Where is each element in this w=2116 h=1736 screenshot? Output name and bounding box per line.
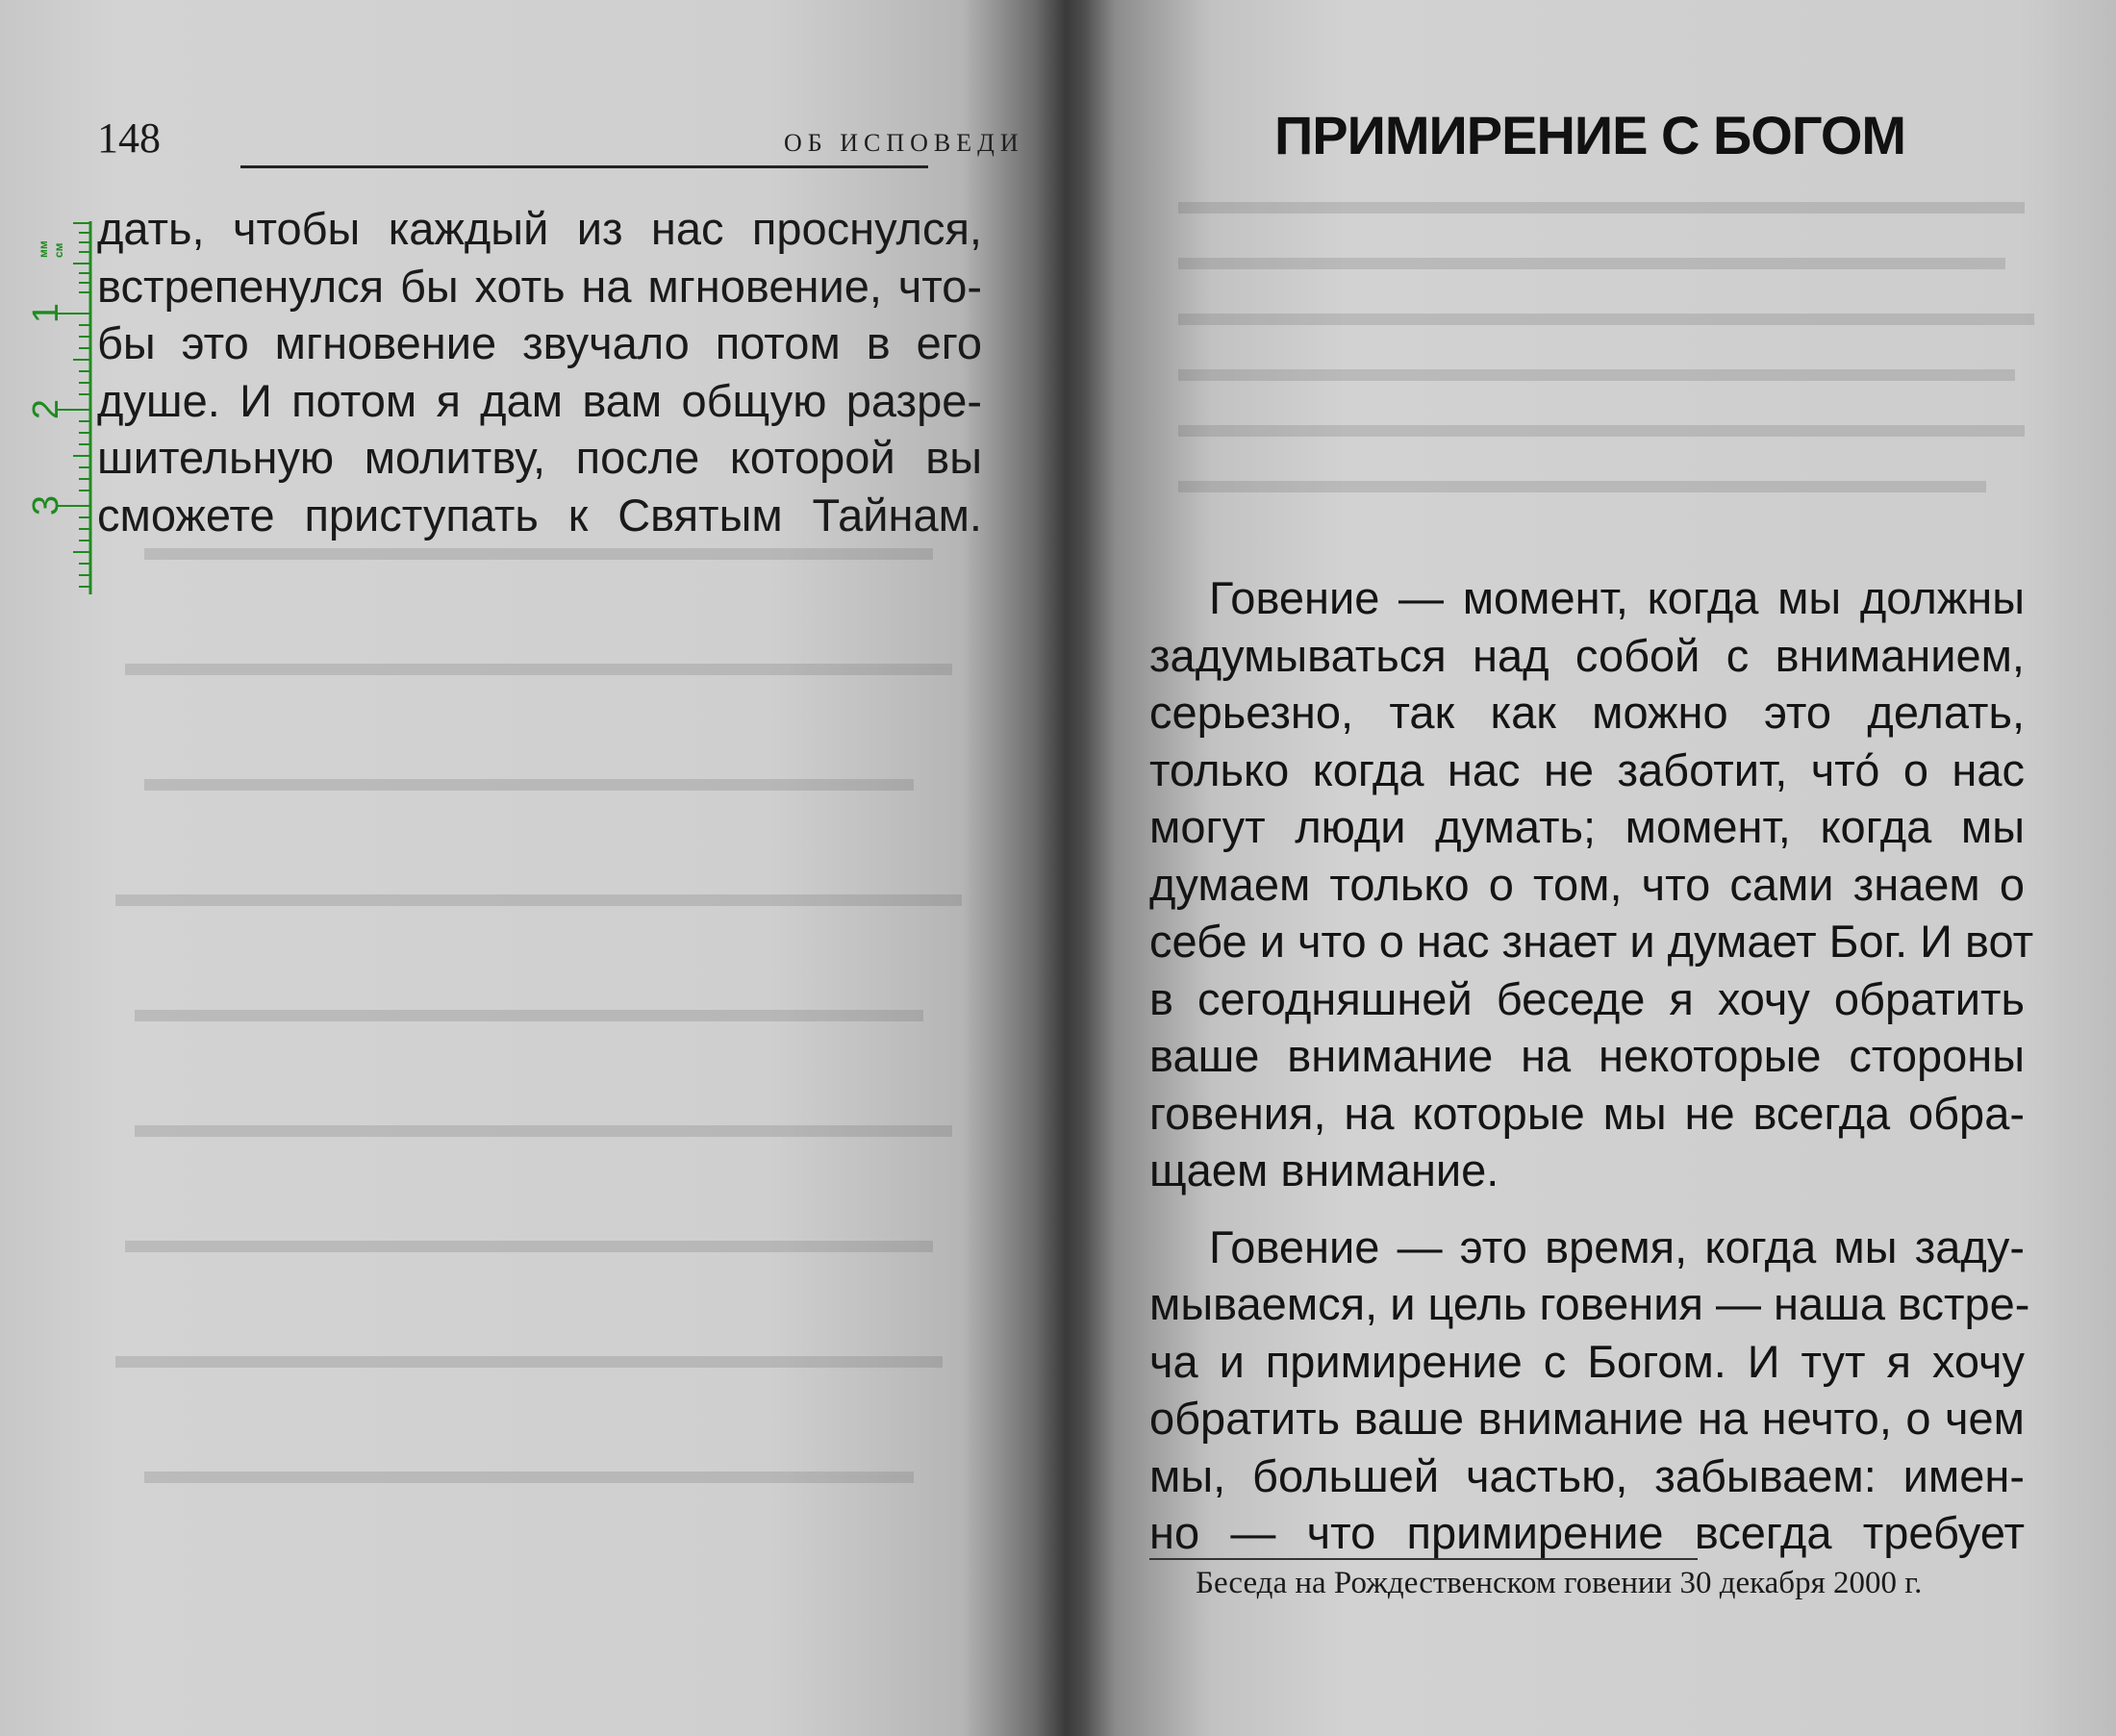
text-line: задумываться над собой с вниманием,: [1149, 629, 2025, 681]
text-line: в сегодняшней беседе я хочу обратить: [1149, 972, 2025, 1024]
text-line: Говение — это время, когда мы заду-: [1209, 1220, 2025, 1272]
text-line: но — что примирение всегда требует: [1149, 1507, 2025, 1558]
page-number: 148: [97, 114, 161, 162]
text-line: думаем только о том, что сами знаем о: [1149, 858, 2025, 910]
ruler-unit-cm: см: [52, 242, 65, 258]
measurement-ruler: [27, 214, 92, 596]
text-line: ваше внимание на некоторые стороны: [1149, 1030, 2025, 1081]
text-line: мываемся, и цель говения — наша встре-: [1149, 1278, 2030, 1329]
text-line: сможете приступать к Святым Тайнам.: [97, 489, 982, 541]
page-title: ПРИМИРЕНИЕ С БОГОМ: [1274, 105, 1906, 165]
text-line: дать, чтобы каждый из нас проснулся,: [97, 203, 982, 254]
text-line: серьезно, так как можно это делать,: [1149, 687, 2025, 738]
text-line: бы это мгновение звучало потом в его: [97, 317, 982, 368]
paragraph-2: [1149, 1220, 2030, 1563]
ruler-mark-3: 3: [26, 494, 67, 516]
paragraph-gap: [1149, 1200, 2025, 1220]
text-line: говения, на которые мы не всегда обра-: [1149, 1087, 2025, 1139]
running-head: ОБ ИСПОВЕДИ: [784, 129, 1024, 157]
ruler-unit-mm: мм: [37, 240, 50, 258]
text-line: ча и примирение с Богом. И тут я хочу: [1149, 1335, 2025, 1387]
text-line: встрепенулся бы хоть на мгновение, что-: [97, 260, 982, 312]
text-line: только когда нас не заботит, что́ о нас: [1149, 743, 2025, 795]
footnote: Беседа на Рождественском говении 30 декабря 2000 г.: [1196, 1566, 1923, 1600]
left-body-text: [97, 200, 982, 543]
ruler-mark-2: 2: [26, 398, 67, 420]
text-line: Говение — момент, когда мы должны: [1209, 572, 2025, 623]
text-line: обратить ваше внимание на нечто, о чем: [1149, 1393, 2025, 1444]
right-body-text: [1149, 570, 2034, 1563]
ruler-mark-1: 1: [26, 302, 67, 324]
text-line: шительную молитву, после которой вы: [97, 432, 982, 483]
text-line: мы, большей частью, забываем: имен-: [1149, 1449, 2025, 1501]
header-rule: [240, 165, 928, 168]
text-line: щаем внимание.: [1149, 1145, 1499, 1195]
text-line: себе и что о нас знает и думает Бог. И вот: [1149, 916, 2034, 967]
text-line: душе. И потом я дам вам общую разре-: [97, 374, 982, 426]
text-line: могут люди думать; момент, когда мы: [1149, 801, 2025, 852]
paragraph-1: [1149, 570, 2034, 1200]
footnote-rule: [1149, 1558, 1698, 1560]
